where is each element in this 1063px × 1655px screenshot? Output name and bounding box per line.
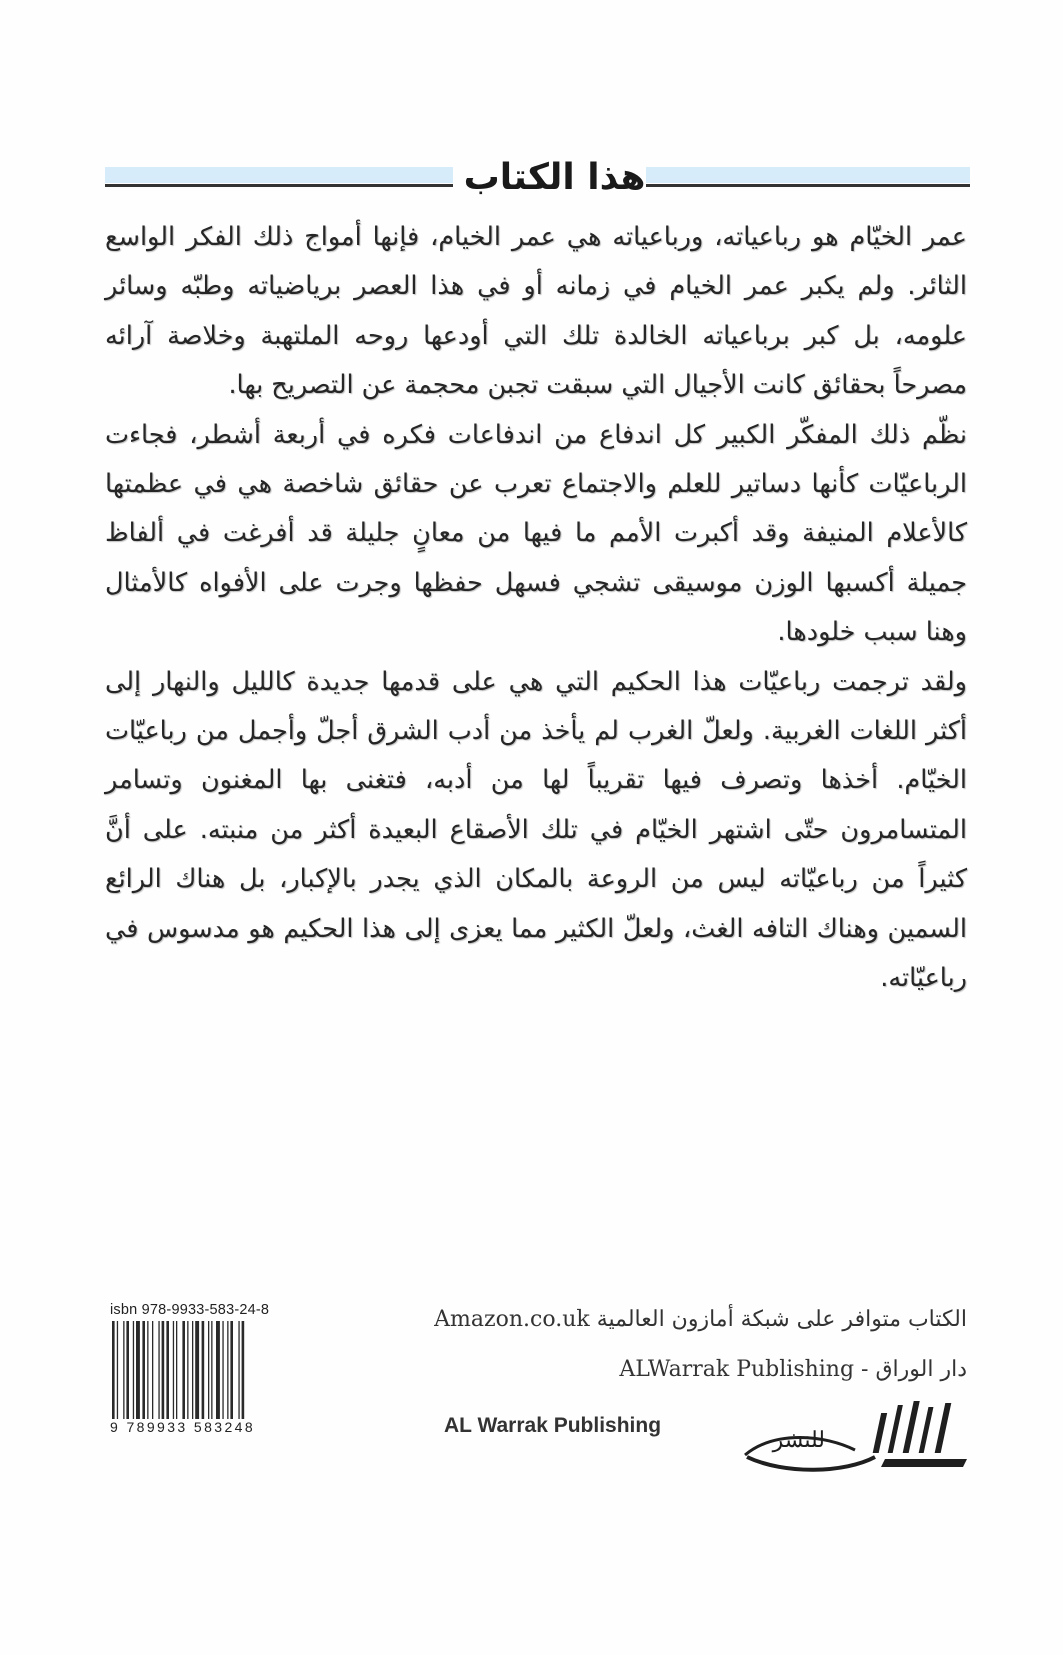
- barcode-digits: 9 789933 583248: [110, 1419, 255, 1435]
- header-rule-left: [105, 167, 453, 187]
- barcode-bars: [110, 1321, 290, 1419]
- publisher-name: دار الوراق - ALWarrak Publishing: [619, 1357, 967, 1382]
- barcode-bar: [173, 1321, 174, 1419]
- blurb-text: [105, 213, 967, 1004]
- barcode-bar: [133, 1321, 134, 1419]
- isbn-label: isbn 978-9933-583-24-8: [110, 1302, 270, 1318]
- barcode-bar: [187, 1321, 188, 1419]
- barcode-bar: [142, 1321, 145, 1419]
- barcode-bar: [230, 1321, 233, 1419]
- barcode-bar: [195, 1321, 199, 1419]
- barcode-bar: [242, 1321, 245, 1419]
- barcode-bar: [176, 1321, 177, 1419]
- logo-caption: AL Warrak Publishing: [444, 1414, 662, 1437]
- barcode-bar: [238, 1321, 239, 1419]
- barcode-bar: [166, 1321, 169, 1419]
- isbn-barcode: [110, 1302, 290, 1437]
- header-rule-right: [646, 167, 970, 187]
- barcode-bar: [162, 1321, 165, 1419]
- barcode-bar: [192, 1321, 193, 1419]
- rule-line: [646, 184, 970, 187]
- barcode-bar: [126, 1321, 129, 1419]
- barcode-bar: [158, 1321, 159, 1419]
- logo-small-text: للنشر: [772, 1428, 825, 1453]
- barcode-bar: [182, 1321, 185, 1419]
- rule-line: [105, 184, 453, 187]
- blurb-paragraph: نظّم ذلك المفكّر الكبير كل اندفاع من اندفاعات فكره في أربعة أشطر، فجاءت الرباعيّات كأنها دساتير للعلم والاجتماع تعرب عن حقائق شاخصة هي في عظمتها كالأعلام المنيفة وقد أكبرت الأمم ما فيها من معانٍ جليلة قد أفرغت في ألفاظ جميلة أكسبها الوزن موسيقى تشجي فسهل حفظها وجرت على الأفواه كالأمثال وهنا سبب خلودها.: [105, 419, 967, 648]
- blurb-paragraph: عمر الخيّام هو رباعياته، ورباعياته هي عمر الخيام، فإنها أمواج ذلك الفكر الواسع الثائر. ولم يكبر عمر الخيام في زمانه أو في هذا العصر برياضياته وطبّه وسائر علومه، بل كبر برباعياته الخالدة تلك التي أودعها روحه الملتهبة وخلاصة آرائه مصرحاً بحقائق كانت الأجيال التي سبقت تجبن محجمة عن التصريح بها.: [105, 222, 967, 401]
- blurb-paragraph: ولقد ترجمت رباعيّات هذا الحكيم التي هي على قدمها جديدة كالليل والنهار إلى أكثر اللغات الغربية. ولعلّ الغرب لم يأخذ من أدب الشرق أجلّ وأجمل من رباعيّات الخيّام. أخذها وتصرف فيها تقريباً لها من أدبه، فتغنى بها المغنون وتسامر المتسامرون حتّى اشتهر الخيّام في تلك الأصقاع البعيدة أكثر من منبته. على أنَّ كثيراً من رباعيّاته ليس من الروعة بالمكان الذي يجدر بالإكبار، بل هناك الرائع السمين وهناك التافه الغث، ولعلّ الكثير مما يعزى إلى هذا الحكيم هو مدسوس في رباعيّاته.: [105, 666, 967, 994]
- barcode-bar: [152, 1321, 153, 1419]
- rule-band: [105, 167, 453, 183]
- availability-note: الكتاب متوافر على شبكة أمازون العالمية Amazon.co.uk: [434, 1307, 967, 1332]
- barcode-bar: [211, 1321, 212, 1419]
- page-title: هذا الكتاب: [463, 157, 646, 198]
- barcode-bar: [112, 1321, 115, 1419]
- rule-band: [646, 167, 970, 183]
- barcode-bar: [216, 1321, 220, 1419]
- barcode-bar: [222, 1321, 223, 1419]
- barcode-bar: [208, 1321, 209, 1419]
- barcode-bar: [117, 1321, 118, 1419]
- section-header: [105, 155, 970, 205]
- barcode-bar: [136, 1321, 140, 1419]
- barcode-bar: [202, 1321, 205, 1419]
- barcode-bar: [227, 1321, 228, 1419]
- publisher-logo-icon: [735, 1395, 970, 1480]
- barcode-bar: [147, 1321, 148, 1419]
- barcode-bar: [123, 1321, 124, 1419]
